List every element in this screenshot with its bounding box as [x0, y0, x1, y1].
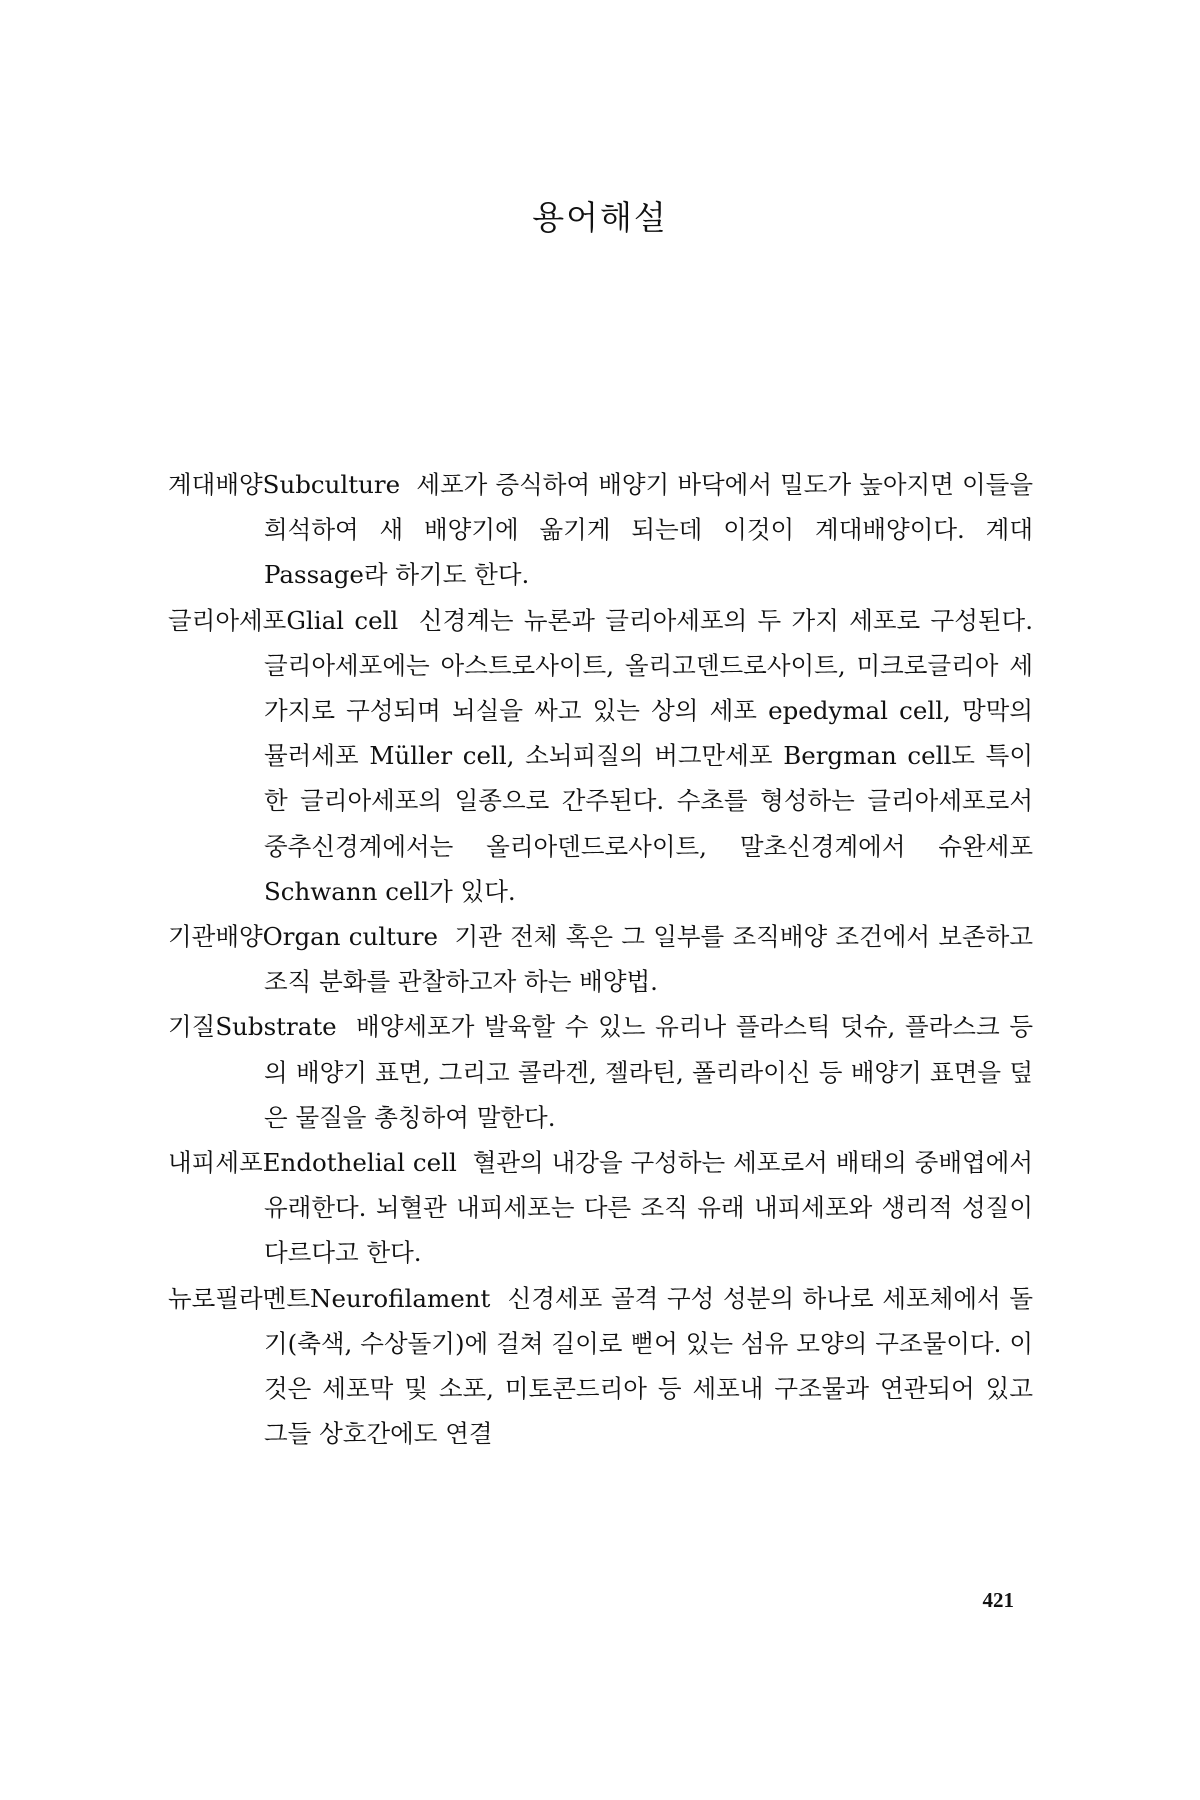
entry-term: 뉴로필라멘트Neurofilament [168, 1283, 491, 1313]
glossary-entry [168, 1004, 1033, 1140]
entry-definition: 혈관의 내강을 구성하는 세포로서 배태의 중배엽에서 유래한다. 뇌혈관 내피세포는 다른 조직 유래 내피세포와 생리적 성질이 다르다고 한다. [264, 1148, 1033, 1268]
glossary-entry [168, 1140, 1033, 1276]
glossary-entry [168, 1276, 1033, 1457]
glossary-entry [168, 914, 1033, 1004]
page-title: 용어해설 [532, 198, 668, 237]
entry-definition: 신경세포 골격 구성 성분의 하나로 세포체에서 돌기(축색, 수상돌기)에 걸쳐 길이로 뻗어 있는 섬유 모양의 구조물이다. 이것은 세포막 및 소포, 미토콘드리아 등 세포내 구조물과 연관되어 있고 그들 상호간에도 연결 [264, 1283, 1033, 1449]
glossary-entry [168, 598, 1033, 914]
entry-definition: 기관 전체 혹은 그 일부를 조직배양 조건에서 보존하고 조직 분화를 관찰하고자 하는 배양법. [264, 922, 1034, 997]
entry-term: 기관배양Organ culture [168, 922, 438, 952]
entry-term: 내피세포Endothelial cell [168, 1148, 457, 1178]
entry-term: 계대배양Subculture [168, 470, 401, 499]
entry-definition: 신경계는 뉴론과 글리아세포의 두 가지 세포로 구성된다. 글리아세포에는 아스트로사이트, 올리고덴드로사이트, 미크로글리아 세 가지로 구성되며 뇌실을 싸고 있는 상의 세포 epedymal cell, 망막의 뮬러세포 Müller cell, 소뇌피질의 버그만세포 Bergman cell도 특이한 글리아세포의 일종으로 간주된다. 수초를 형성하는 글리아세포로서 중추신경계에서는 올리아덴드로사이트, 말초신경계에서 슈완세포 Schwann cell가 있다. [264, 605, 1033, 906]
glossary-entry [168, 462, 1033, 598]
page-number: 421 [982, 1588, 1014, 1612]
entry-term: 글리아세포Glial cell [168, 605, 399, 635]
entry-definition: 세포가 증식하여 배양기 바닥에서 밀도가 높아지면 이들을 희석하여 새 배양기에 옮기게 되는데 이것이 계대배양이다. 계대Passage라 하기도 한다. [264, 470, 1034, 590]
glossary-list [168, 462, 1033, 1456]
entry-definition: 배양세포가 발육할 수 있느 유리나 플라스틱 덧슈, 플라스크 등의 배양기 표면, 그리고 콜라겐, 젤라틴, 폴리라이신 등 배양기 표면을 덮은 물질을 총칭하여 말한다. [264, 1012, 1033, 1132]
entry-term: 기질Substrate [168, 1012, 337, 1042]
